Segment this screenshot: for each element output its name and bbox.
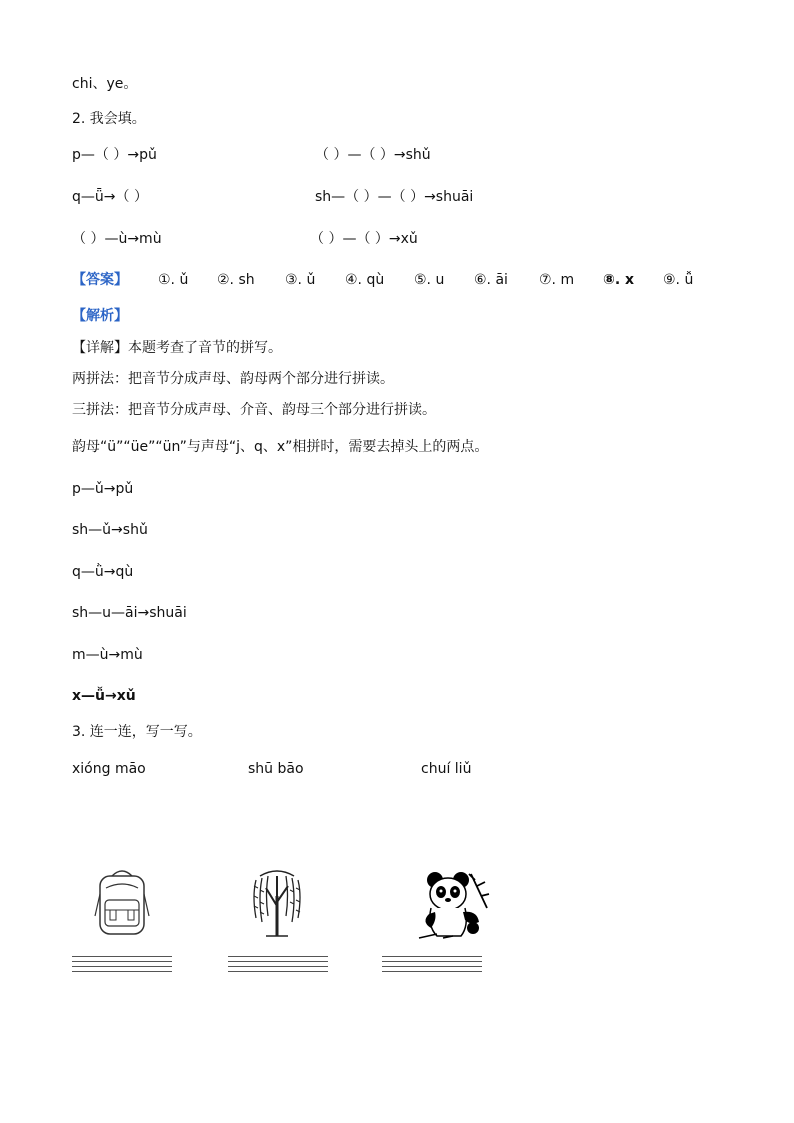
answer-item-2: ②. sh	[217, 272, 255, 288]
analysis-line-2: sh—ǔ→shǔ	[72, 522, 148, 538]
q2-row-1-left: p—（ ）→pǔ	[72, 147, 157, 163]
two-spell-method: 两拼法：把音节分成声母、韵母两个部分进行拼读。	[72, 371, 394, 387]
pinyin-word-2: shū bāo	[248, 761, 304, 777]
writing-lines-3[interactable]	[382, 956, 482, 976]
q2-row-3-right: （ ）—（ ）→xǔ	[310, 231, 418, 247]
writing-lines-2[interactable]	[228, 956, 328, 976]
answer-item-7: ⑦. m	[539, 272, 575, 288]
analysis-line-5: m—ù→mù	[72, 647, 143, 663]
backpack-icon	[92, 866, 152, 938]
three-spell-method: 三拼法：把音节分成声母、介音、韵母三个部分进行拼读。	[72, 402, 436, 418]
question-3-title: 3. 连一连，写一写。	[72, 724, 202, 740]
analysis-line-1: p—ǔ→pǔ	[72, 481, 134, 497]
q2-row-1-right: （ ）—（ ）→shǔ	[315, 147, 431, 163]
q2-row-2-right: sh—（ ）—（ ）→shuāi	[315, 189, 474, 205]
answer-item-3: ③. ǔ	[285, 272, 316, 288]
answer-label: 【答案】	[72, 272, 128, 288]
pinyin-word-3: chuí liǔ	[421, 761, 472, 777]
answer-item-6: ⑥. āi	[474, 272, 508, 288]
answer-item-4: ④. qù	[345, 272, 385, 288]
panda-icon	[417, 870, 493, 942]
analysis-line-6: x—ǚ→xǔ	[72, 688, 136, 704]
analysis-line-3: q—ǜ→qù	[72, 564, 134, 580]
answer-item-8: ⑧. x	[603, 272, 635, 288]
analysis-label: 【解析】	[72, 308, 128, 324]
pinyin-word-1: xióng māo	[72, 761, 146, 777]
q2-row-2-left: q—ǖ→（ ）	[72, 189, 148, 205]
question-2-title: 2. 我会填。	[72, 111, 146, 127]
top-line: chi、ye。	[72, 76, 138, 92]
answer-item-1: ①. ǔ	[158, 272, 189, 288]
writing-lines-1[interactable]	[72, 956, 172, 976]
analysis-detail: 【详解】本题考查了音节的拼写。	[72, 340, 282, 356]
answer-item-5: ⑤. u	[414, 272, 445, 288]
q2-row-3-left: （ ）—ù→mù	[72, 231, 162, 247]
willow-tree-icon	[248, 866, 306, 938]
analysis-line-4: sh—u—āi→shuāi	[72, 605, 187, 621]
answer-item-9: ⑨. ǚ	[663, 272, 694, 288]
umlaut-rule: 韵母“ü”“üe”“ün”与声母“j、q、x”相拼时，需要去掉头上的两点。	[72, 439, 489, 455]
